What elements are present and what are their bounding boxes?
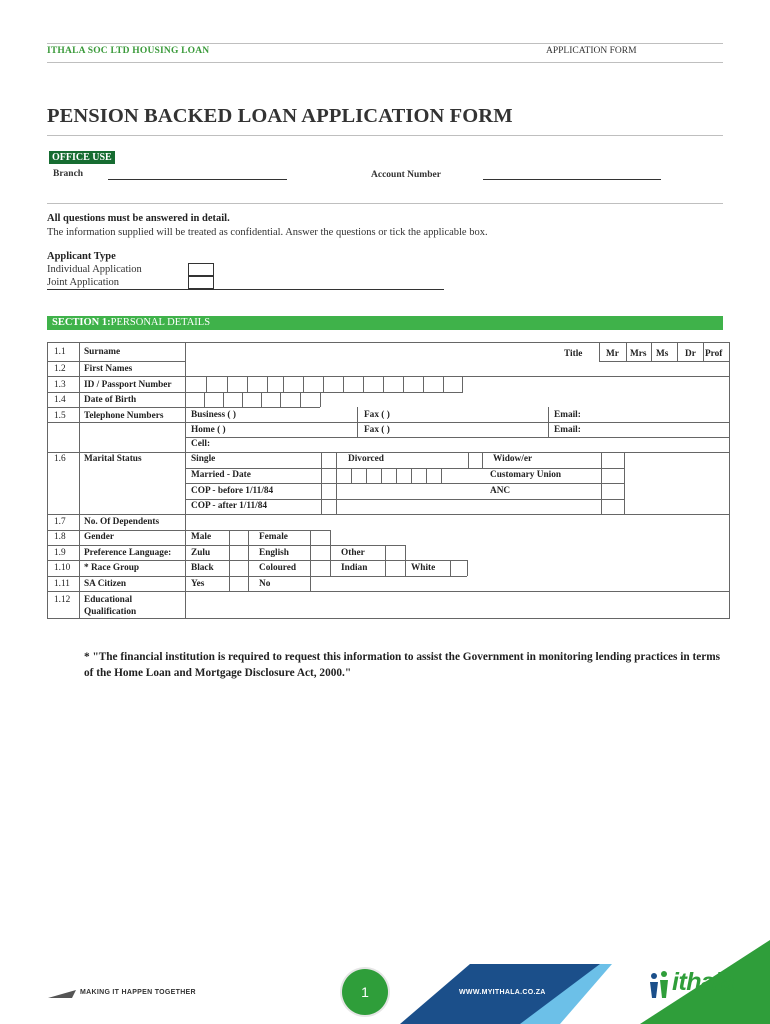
row-line (48, 560, 186, 561)
id-box-divider (343, 376, 344, 392)
office-use-rule (47, 203, 723, 204)
hlamda-footnote: * "The financial institution is required to request this information to assist the Government in monitoring lending practices in terms of the Home Loan and Mortgage Disclosure Act, 2000." (84, 651, 721, 679)
marital-anc-option[interactable]: ANC (490, 486, 511, 496)
account-number-label: Account Number (371, 170, 441, 180)
options-divider (467, 560, 468, 576)
office-use-badge: OFFICE USE (49, 151, 115, 164)
marital-status-label: Marital Status (84, 454, 142, 464)
id-box-divider (227, 376, 228, 392)
applicant-type-rule (47, 289, 444, 290)
footer-slogan: MAKING IT HAPPEN TOGETHER (80, 989, 196, 996)
id-box-divider (363, 376, 364, 392)
title-ms-option[interactable]: Ms (656, 349, 669, 359)
marital-customary-option[interactable]: Customary Union (490, 470, 562, 480)
row-line (48, 407, 186, 408)
marital-divider (336, 452, 337, 468)
individual-application-label: Individual Application (47, 264, 142, 275)
title-dr-option[interactable]: Dr (685, 349, 696, 359)
id-box-divider (283, 376, 284, 392)
branch-field[interactable] (108, 179, 287, 180)
marital-line (185, 499, 625, 500)
preference-language-label: Preference Language: (84, 548, 172, 558)
dob-box-divider (242, 392, 243, 407)
marital-divider (624, 452, 625, 514)
applicant-type-heading: Applicant Type (47, 251, 116, 262)
cell-phone-label: Cell: (191, 439, 211, 449)
id-line (185, 392, 463, 393)
marital-line (185, 452, 729, 453)
dob-box-divider (320, 392, 321, 407)
row-line (48, 452, 186, 453)
citizen-yes-option[interactable]: Yes (191, 579, 205, 589)
id-box-divider (303, 376, 304, 392)
row-line (48, 376, 729, 377)
marital-widow-option[interactable]: Widow/er (493, 454, 533, 464)
marital-divider (321, 499, 322, 514)
marital-line (185, 468, 625, 469)
row-line (48, 422, 186, 423)
row-number: 1.11 (54, 579, 70, 589)
branch-label: Branch (53, 169, 84, 179)
email-label-2: Email: (554, 425, 581, 435)
marital-divider (381, 468, 382, 484)
title-mrs-option[interactable]: Mrs (630, 349, 647, 359)
row-number: 1.10 (54, 563, 71, 573)
education-label-2: Qualification (84, 607, 137, 617)
options-divider (248, 530, 249, 591)
title-label: Title (564, 349, 583, 359)
joint-application-label: Joint Application (47, 277, 120, 288)
gender-male-option[interactable]: Male (191, 532, 212, 542)
marital-divider (396, 468, 397, 484)
language-other-option[interactable]: Other (341, 548, 365, 558)
marital-cop-after-option[interactable]: COP - after 1/11/84 (191, 501, 267, 511)
individual-application-checkbox[interactable] (188, 263, 214, 276)
title-line (599, 361, 729, 362)
marital-divider (426, 468, 427, 484)
email-label-1: Email: (554, 410, 581, 420)
row-number: 1.3 (54, 380, 66, 390)
fax-label-1: Fax ( ) (364, 410, 390, 420)
business-phone-label: Business ( ) (191, 410, 236, 420)
marital-divider (321, 483, 322, 499)
date-of-birth-label: Date of Birth (84, 395, 137, 405)
dob-box-divider (223, 392, 224, 407)
row-line (48, 530, 186, 531)
row-number: 1.2 (54, 364, 66, 374)
id-box-divider (323, 376, 324, 392)
options-divider (330, 530, 331, 576)
personal-details-table (47, 342, 730, 619)
options-divider (450, 560, 451, 576)
header-company: ITHALA SOC LTD HOUSING LOAN (47, 46, 210, 56)
marital-married-date-option[interactable]: Married - Date (191, 470, 251, 480)
title-divider (677, 343, 678, 361)
row-number: 1.12 (54, 595, 71, 605)
dob-box-divider (280, 392, 281, 407)
options-divider (310, 530, 311, 591)
marital-divider (351, 468, 352, 484)
marital-divider (336, 468, 337, 484)
title-divider (651, 343, 652, 361)
options-divider (405, 545, 406, 576)
row-number: 1.8 (54, 532, 66, 542)
race-white-option[interactable]: White (411, 563, 436, 573)
surname-label: Surname (84, 347, 121, 357)
title-prof-option[interactable]: Prof (705, 349, 723, 359)
language-zulu-option[interactable]: Zulu (191, 548, 211, 558)
marital-divider (601, 452, 602, 514)
race-black-option[interactable]: Black (191, 563, 214, 573)
page-title: PENSION BACKED LOAN APPLICATION FORM (47, 105, 513, 127)
row-line (48, 392, 186, 393)
dob-box-divider (300, 392, 301, 407)
dob-box-divider (261, 392, 262, 407)
footer-website[interactable]: WWW.MYITHALA.CO.ZA (459, 989, 546, 996)
gender-female-option[interactable]: Female (259, 532, 288, 542)
telephone-numbers-label: Telephone Numbers (84, 411, 164, 421)
row-line (48, 545, 186, 546)
header-doc-type: APPLICATION FORM (546, 46, 637, 56)
account-number-field[interactable] (483, 179, 661, 180)
dependents-label: No. Of Dependents (84, 517, 160, 527)
options-line (185, 576, 467, 577)
page-number-badge: 1 (342, 969, 388, 1015)
telephone-line (185, 437, 729, 438)
telephone-line (185, 422, 729, 423)
row-number: 1.4 (54, 395, 66, 405)
citizen-no-option[interactable]: No (259, 579, 271, 589)
instructions-line1: All questions must be answered in detail. (47, 213, 230, 224)
row-number: 1.6 (54, 454, 66, 464)
options-line (185, 545, 405, 546)
gender-label: Gender (84, 532, 114, 542)
marital-divider (321, 468, 322, 484)
marital-divider (336, 499, 337, 514)
row-number: 1.9 (54, 548, 66, 558)
options-divider (385, 545, 386, 576)
section-1-prefix: SECTION 1: (52, 317, 111, 328)
id-box-divider (423, 376, 424, 392)
header-bottom-rule (47, 62, 723, 63)
home-phone-label: Home ( ) (191, 425, 226, 435)
race-indian-option[interactable]: Indian (341, 563, 368, 573)
ithala-logo (646, 966, 746, 1006)
title-divider (599, 343, 600, 361)
row-number: 1.1 (54, 347, 66, 357)
marital-divider (411, 468, 412, 484)
marital-line (185, 483, 625, 484)
options-line (185, 530, 330, 531)
id-box-divider (443, 376, 444, 392)
marital-divider (468, 452, 469, 468)
education-label-1: Educational (84, 595, 133, 605)
dob-line (185, 407, 320, 408)
options-line (185, 560, 467, 561)
title-divider (703, 343, 704, 361)
row-line (48, 514, 729, 515)
row-number: 1.7 (54, 517, 66, 527)
section-1-header (47, 316, 723, 330)
marital-divider (482, 452, 483, 468)
id-box-divider (462, 376, 463, 392)
title-rule (47, 135, 723, 136)
row-number: 1.5 (54, 411, 66, 421)
marital-divider (321, 452, 322, 468)
id-box-divider (206, 376, 207, 392)
race-group-label: * Race Group (84, 563, 140, 573)
id-box-divider (403, 376, 404, 392)
logo-people-icon (646, 970, 672, 1000)
footer-arrow-mark (48, 990, 76, 998)
title-divider (626, 343, 627, 361)
fax-label-2: Fax ( ) (364, 425, 390, 435)
first-names-label: First Names (84, 364, 133, 374)
title-mr-option[interactable]: Mr (606, 349, 619, 359)
telephone-divider (548, 407, 549, 437)
row-line (48, 591, 729, 592)
sa-citizen-label: SA Citizen (84, 579, 127, 589)
marital-divider (441, 468, 442, 484)
row-line (48, 576, 186, 577)
race-coloured-option[interactable]: Coloured (259, 563, 297, 573)
id-box-divider (247, 376, 248, 392)
marital-divider (366, 468, 367, 484)
id-passport-label: ID / Passport Number (84, 380, 172, 390)
marital-single-option[interactable]: Single (191, 454, 216, 464)
row-line (48, 361, 186, 362)
marital-divider (336, 483, 337, 499)
section-1-name: PERSONAL DETAILS (110, 317, 211, 328)
marital-cop-before-option[interactable]: COP - before 1/11/84 (191, 486, 274, 496)
options-divider (229, 530, 230, 591)
joint-application-checkbox[interactable] (188, 276, 214, 289)
language-english-option[interactable]: English (259, 548, 289, 558)
instructions-line2: The information supplied will be treated as confidential. Answer the questions or tick the applicable box. (47, 227, 488, 238)
id-box-divider (383, 376, 384, 392)
header-top-rule (47, 43, 723, 44)
telephone-divider (357, 407, 358, 437)
marital-divorced-option[interactable]: Divorced (348, 454, 384, 464)
id-box-divider (267, 376, 268, 392)
logo-wordmark: ithala (672, 968, 735, 996)
dob-box-divider (204, 392, 205, 407)
